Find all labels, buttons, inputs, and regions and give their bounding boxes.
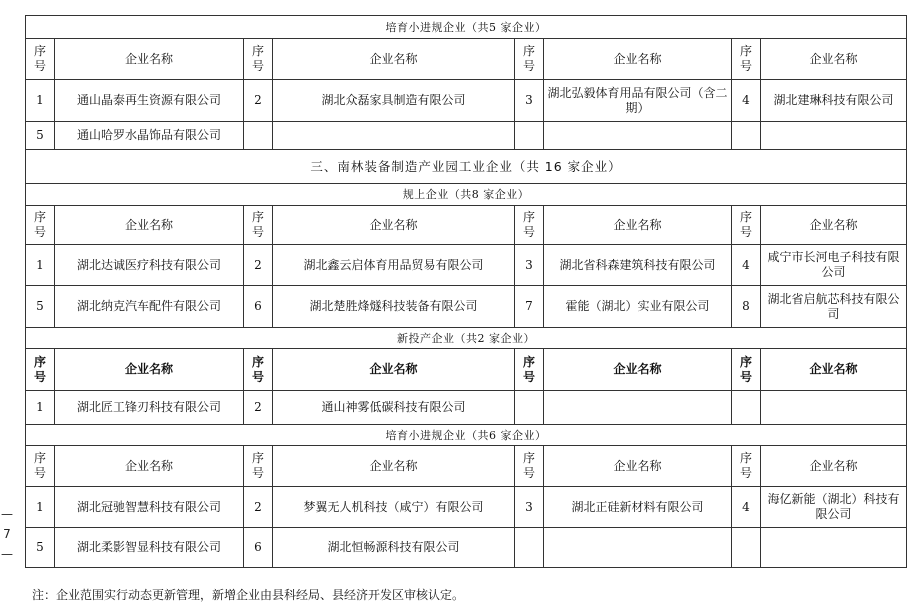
company-name-cell: 湖北省启航芯科技有限公司 (761, 286, 907, 328)
seq-cell (244, 122, 273, 150)
company-name-cell: 通山神雾低碳科技有限公司 (273, 391, 515, 425)
seq-cell: 1 (26, 391, 55, 425)
company-table (25, 15, 907, 568)
company-name-cell: 霍能（湖北）实业有限公司 (544, 286, 732, 328)
section-title: 新投产企业（共2 家企业） (26, 328, 907, 349)
page-dash-top: — (1, 507, 13, 521)
table-row (26, 122, 907, 150)
header-company-name: 企业名称 (544, 39, 732, 80)
header-seq: 序号 (244, 39, 273, 80)
seq-cell: 2 (244, 391, 273, 425)
company-name-cell: 湖北楚胜烽燧科技装备有限公司 (273, 286, 515, 328)
company-name-cell (544, 122, 732, 150)
header-seq: 序号 (515, 446, 544, 487)
table-row (26, 528, 907, 568)
section-title: 培育小进规企业（共5 家企业） (26, 16, 907, 39)
company-name-cell (544, 528, 732, 568)
header-company-name: 企业名称 (544, 206, 732, 245)
seq-cell (732, 391, 761, 425)
header-company-name: 企业名称 (55, 206, 244, 245)
seq-cell: 3 (515, 80, 544, 122)
header-company-name: 企业名称 (544, 446, 732, 487)
seq-cell: 4 (732, 245, 761, 286)
company-name-cell (761, 528, 907, 568)
seq-cell: 3 (515, 245, 544, 286)
header-seq: 序号 (244, 206, 273, 245)
page-dash-bottom: — (1, 547, 13, 561)
company-name-cell: 湖北匠工锋刃科技有限公司 (55, 391, 244, 425)
header-seq: 序号 (732, 39, 761, 80)
company-name-cell (761, 122, 907, 150)
seq-cell (732, 528, 761, 568)
header-seq: 序号 (732, 349, 761, 391)
seq-cell: 1 (26, 487, 55, 528)
header-seq: 序号 (244, 446, 273, 487)
header-seq: 序号 (515, 349, 544, 391)
table-row (26, 286, 907, 328)
seq-cell: 2 (244, 245, 273, 286)
company-name-cell: 湖北冠驰智慧科技有限公司 (55, 487, 244, 528)
company-name-cell: 湖北正硅新材料有限公司 (544, 487, 732, 528)
company-name-cell: 海亿新能（湖北）科技有限公司 (761, 487, 907, 528)
header-company-name: 企业名称 (761, 39, 907, 80)
section-title: 培育小进规企业（共6 家企业） (26, 425, 907, 446)
company-name-cell: 湖北建琳科技有限公司 (761, 80, 907, 122)
header-seq: 序号 (26, 206, 55, 245)
company-name-cell: 湖北柔影智显科技有限公司 (55, 528, 244, 568)
seq-cell: 1 (26, 245, 55, 286)
seq-cell: 5 (26, 122, 55, 150)
company-name-cell: 梦翼无人机科技（咸宁）有限公司 (273, 487, 515, 528)
seq-cell: 2 (244, 80, 273, 122)
header-company-name: 企业名称 (55, 349, 244, 391)
company-name-cell (544, 391, 732, 425)
header-seq: 序号 (26, 39, 55, 80)
company-name-cell: 咸宁市长河电子科技有限公司 (761, 245, 907, 286)
page-number: 7 (3, 527, 11, 541)
seq-cell: 6 (244, 528, 273, 568)
section-title: 规上企业（共8 家企业） (26, 184, 907, 206)
company-name-cell: 湖北恒畅源科技有限公司 (273, 528, 515, 568)
company-name-cell: 湖北达诚医疗科技有限公司 (55, 245, 244, 286)
header-company-name: 企业名称 (273, 206, 515, 245)
seq-cell: 8 (732, 286, 761, 328)
table-row (26, 245, 907, 286)
table-row (26, 391, 907, 425)
header-seq: 序号 (732, 446, 761, 487)
seq-cell: 4 (732, 80, 761, 122)
company-name-cell: 通山哈罗水晶饰品有限公司 (55, 122, 244, 150)
footnote: 注：企业范围实行动态更新管理，新增企业由县科经局、县经济开发区审核认定。 (32, 588, 465, 602)
seq-cell (732, 122, 761, 150)
seq-cell: 6 (244, 286, 273, 328)
header-company-name: 企业名称 (761, 349, 907, 391)
seq-cell (515, 122, 544, 150)
header-company-name: 企业名称 (273, 446, 515, 487)
seq-cell: 4 (732, 487, 761, 528)
header-company-name: 企业名称 (55, 446, 244, 487)
park-title: 三、南林装备制造产业园工业企业（共 16 家企业） (26, 150, 907, 184)
table-row (26, 487, 907, 528)
header-seq: 序号 (26, 349, 55, 391)
seq-cell (515, 528, 544, 568)
header-company-name: 企业名称 (55, 39, 244, 80)
company-name-cell (273, 122, 515, 150)
table-row (26, 80, 907, 122)
seq-cell: 2 (244, 487, 273, 528)
header-company-name: 企业名称 (761, 206, 907, 245)
header-company-name: 企业名称 (273, 349, 515, 391)
company-name-cell: 湖北纳克汽车配件有限公司 (55, 286, 244, 328)
company-name-cell: 湖北省科森建筑科技有限公司 (544, 245, 732, 286)
seq-cell: 7 (515, 286, 544, 328)
seq-cell: 3 (515, 487, 544, 528)
header-seq: 序号 (515, 39, 544, 80)
header-company-name: 企业名称 (544, 349, 732, 391)
seq-cell (515, 391, 544, 425)
company-name-cell (761, 391, 907, 425)
seq-cell: 5 (26, 286, 55, 328)
header-seq: 序号 (244, 349, 273, 391)
company-name-cell: 湖北众磊家具制造有限公司 (273, 80, 515, 122)
page-number-mark (0, 508, 14, 560)
header-seq: 序号 (732, 206, 761, 245)
seq-cell: 5 (26, 528, 55, 568)
company-name-cell: 通山晶泰再生资源有限公司 (55, 80, 244, 122)
header-seq: 序号 (26, 446, 55, 487)
header-seq: 序号 (515, 206, 544, 245)
seq-cell: 1 (26, 80, 55, 122)
header-company-name: 企业名称 (761, 446, 907, 487)
company-name-cell: 湖北鑫云启体育用品贸易有限公司 (273, 245, 515, 286)
header-company-name: 企业名称 (273, 39, 515, 80)
company-name-cell: 湖北弘毅体育用品有限公司（含二期） (544, 80, 732, 122)
company-table-wrapper (25, 15, 906, 568)
